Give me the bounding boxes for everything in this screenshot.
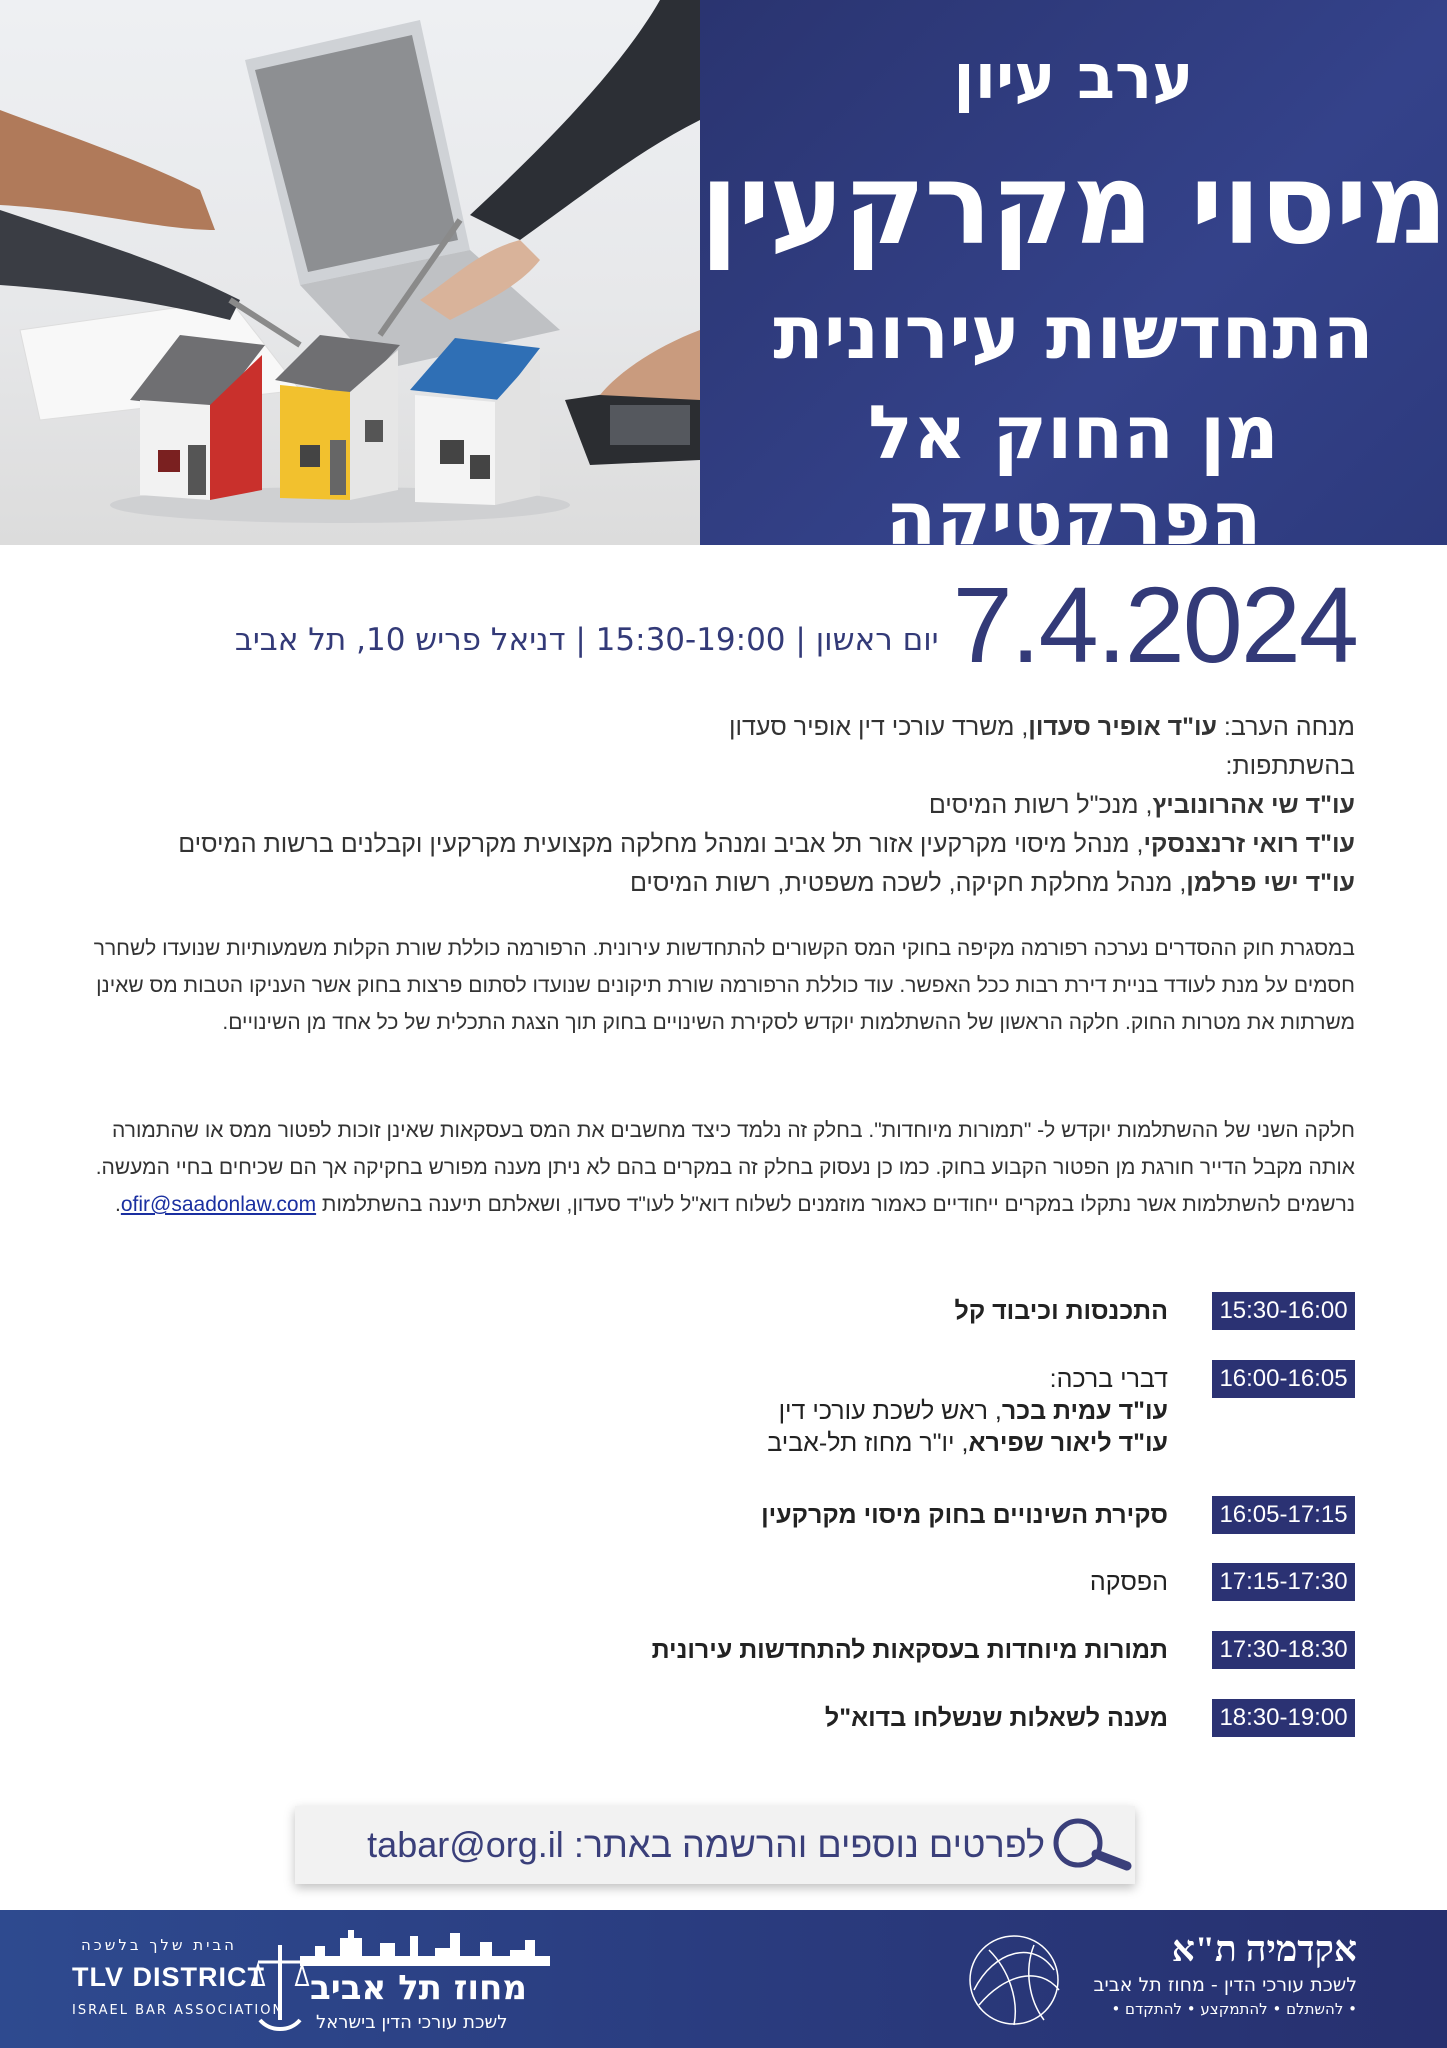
schedule-row: [90, 1292, 1355, 1330]
event-title: מיסוי מקרקעין: [700, 140, 1447, 270]
speaker-line: [767, 1427, 1168, 1459]
event-details: יום ראשון | 15:30-19:00 | דניאל פריש 10, תל אביב: [234, 622, 939, 658]
event-type: ערב עיון: [953, 40, 1194, 113]
speaker-role: , ראש לשכת עורכי דין: [778, 1397, 1002, 1425]
schedule-row: [90, 1563, 1355, 1601]
speaker-name: עו"ד עמית בכר: [1001, 1397, 1168, 1425]
description-paragraph-1: במסגרת חוק ההסדרים נערכה רפורמה מקיפה בחוקי המס הקשורים להתחדשות עירונית. הרפורמה כוללת שורת הקלות משמעותיות שנועדו לשחרר חסמים על מנת לעודד בניית דירת רבות ככל האפשר. עוד כוללת הרפורמה שורת תיקונים שנועדו לסתום פרצות בחוק אשר העניקו הטבות מס שאינן משרתות את מטרות החוק. חלקה הראשון של ההשתלמות יוקדש לסקירת השינויים בחוק תוך הצגת התכלית של כל אחד מן השינויים.: [93, 937, 1355, 1034]
event-subtitle-2: מן החוק אל הפרקטיקה: [868, 390, 1279, 562]
schedule-row: [90, 1360, 1355, 1459]
description-paragraph-2-text: חלקה השני של ההשתלמות יוקדש ל- "תמורות מיוחדות". בחלק זה נלמד כיצד מחשבים את המס בעסקאות שאינן זוכות לפטור ממס או שהתמורה אותה מקבל הדייר חורגת מן הפטור הקבוע בחוק. כמו כן נעסוק בחלק זה במקרים בהם לא ניתן מענה מפורש בחקיקה אך הם שכיחים בחיי המעשה. נרשמים להשתלמות אשר נתקלו במקרים ייחודיים כאמור מוזמנים לשלוח דוא"ל לעו"ד סעדון, ושאלתם תיענה בהשתלמות: [95, 1119, 1355, 1216]
moderator-label: מנחה הערב:: [1216, 713, 1355, 741]
schedule-time: 17:15-17:30: [1212, 1563, 1355, 1601]
academy-title: אקדמיה ת"א: [1171, 1929, 1357, 1969]
participant-name: עו"ד שי אהרונוביץ: [1152, 791, 1355, 819]
participant-name: עו"ד רואי זרנצנסקי: [1143, 830, 1355, 858]
hero-banner: [0, 0, 1447, 562]
schedule-time: 16:00-16:05: [1212, 1360, 1355, 1398]
schedule-title: דברי ברכה: עו"ד עמית בכר, ראש לשכת עורכי דין עו"ד ליאור שפירא, יו"ר מחוז תל-אביב: [767, 1365, 1168, 1457]
schedule-time: 15:30-16:00: [1212, 1292, 1355, 1330]
tlv-tagline: הבית שלך בלשכה: [81, 1936, 237, 1954]
date-row: [90, 564, 1357, 685]
moderator-role: , משרד עורכי דין אופיר סעדון: [729, 713, 1029, 741]
tlv-hebrew-subtitle: לשכת עורכי הדין בישראל: [316, 2012, 508, 2033]
schedule-title: סקירת השינויים בחוק מיסוי מקרקעין: [761, 1501, 1168, 1529]
participant-name: עו"ד ישי פרלמן: [1186, 869, 1355, 897]
moderator-name: עו"ד אופיר סעדון: [1028, 713, 1217, 741]
registration-banner[interactable]: [295, 1806, 1135, 1884]
participant-line: [90, 864, 1355, 903]
schedule-row: [90, 1496, 1355, 1534]
skyline-icon: [300, 1928, 550, 1966]
description-paragraph-2: חלקה השני של ההשתלמות יוקדש ל- "תמורות מיוחדות". בחלק זה נלמד כיצד מחשבים את המס בעסקאות שאינן זוכות לפטור ממס או שהתמורה אותה מקבל הדייר חורגת מן הפטור הקבוע בחוק. כמו כן נעסוק בחלק זה במקרים בהם לא ניתן מענה מפורש בחקיקה אך הם שכיחים בחיי המעשה. נרשמים להשתלמות אשר נתקלו במקרים ייחודיים כאמור מוזמנים לשלוח דוא"ל לעו"ד סעדון, ושאלתם תיענה בהשתלמות ofir@saadonlaw.com.: [95, 1119, 1355, 1216]
tlv-hebrew-title: מחוז תל אביב: [310, 1968, 527, 2008]
schedule-time: 16:05-17:15: [1212, 1496, 1355, 1534]
magnifier-icon: [1045, 1806, 1135, 1884]
event-date: 7.4.2024: [952, 564, 1357, 685]
participant-role: , מנהל מחלקת חקיקה, לשכה משפטית, רשות המיסים: [629, 869, 1187, 897]
schedule-time: 18:30-19:00: [1212, 1699, 1355, 1737]
academy-logo-block: [1094, 1928, 1357, 2018]
academy-tagline: • להשתלם • להתמקצע • להתקדם •: [1111, 2000, 1357, 2018]
participant-line: [90, 786, 1355, 825]
schedule-row: [90, 1699, 1355, 1737]
schedule-title: תמורות מיוחדות בעסקאות להתחדשות עירונית: [651, 1636, 1168, 1664]
speaker-line: [767, 1395, 1168, 1427]
hosts-section: [90, 708, 1355, 903]
houses-photo: [0, 0, 700, 545]
speaker-name: עו"ד ליאור שפירא: [968, 1429, 1168, 1457]
tlv-bar-association: ISRAEL BAR ASSOCIATION: [72, 2003, 285, 2018]
speaker-role: , יו"ר מחוז תל-אביב: [767, 1429, 969, 1457]
moderator-line: [90, 708, 1355, 747]
academy-subtitle: לשכת עורכי הדין - מחוז תל אביב: [1093, 1974, 1357, 1996]
tlv-district-title: TLV DISTRICT: [72, 1962, 265, 1992]
participants-label: בהשתתפות:: [1225, 752, 1355, 780]
academy-emblem-icon: [954, 1920, 1074, 2040]
participant-role: , מנהל מיסוי מקרקעין אזור תל אביב ומנהל מחלקה מקצועית מקרקעין וקבלנים ברשות המיסים: [178, 830, 1144, 858]
participant-line: [90, 825, 1355, 864]
participant-role: , מנכ"ל רשות המיסים: [928, 791, 1153, 819]
email-link[interactable]: ofir@saadonlaw.com: [120, 1193, 317, 1216]
registration-text: לפרטים נוספים והרשמה באתר: tabar@org.il: [367, 1824, 1045, 1865]
schedule-title: מענה לשאלות שנשלחו בדוא"ל: [824, 1704, 1168, 1732]
schedule-title: התכנסות וכיבוד קל: [954, 1297, 1168, 1325]
schedule-time: 17:30-18:30: [1212, 1631, 1355, 1669]
footer: [0, 1910, 1447, 2048]
title-panel: [700, 0, 1447, 562]
schedule-title: הפסקה: [1089, 1568, 1168, 1596]
event-subtitle-1: התחדשות עירונית: [773, 290, 1374, 376]
schedule-row: [90, 1631, 1355, 1669]
